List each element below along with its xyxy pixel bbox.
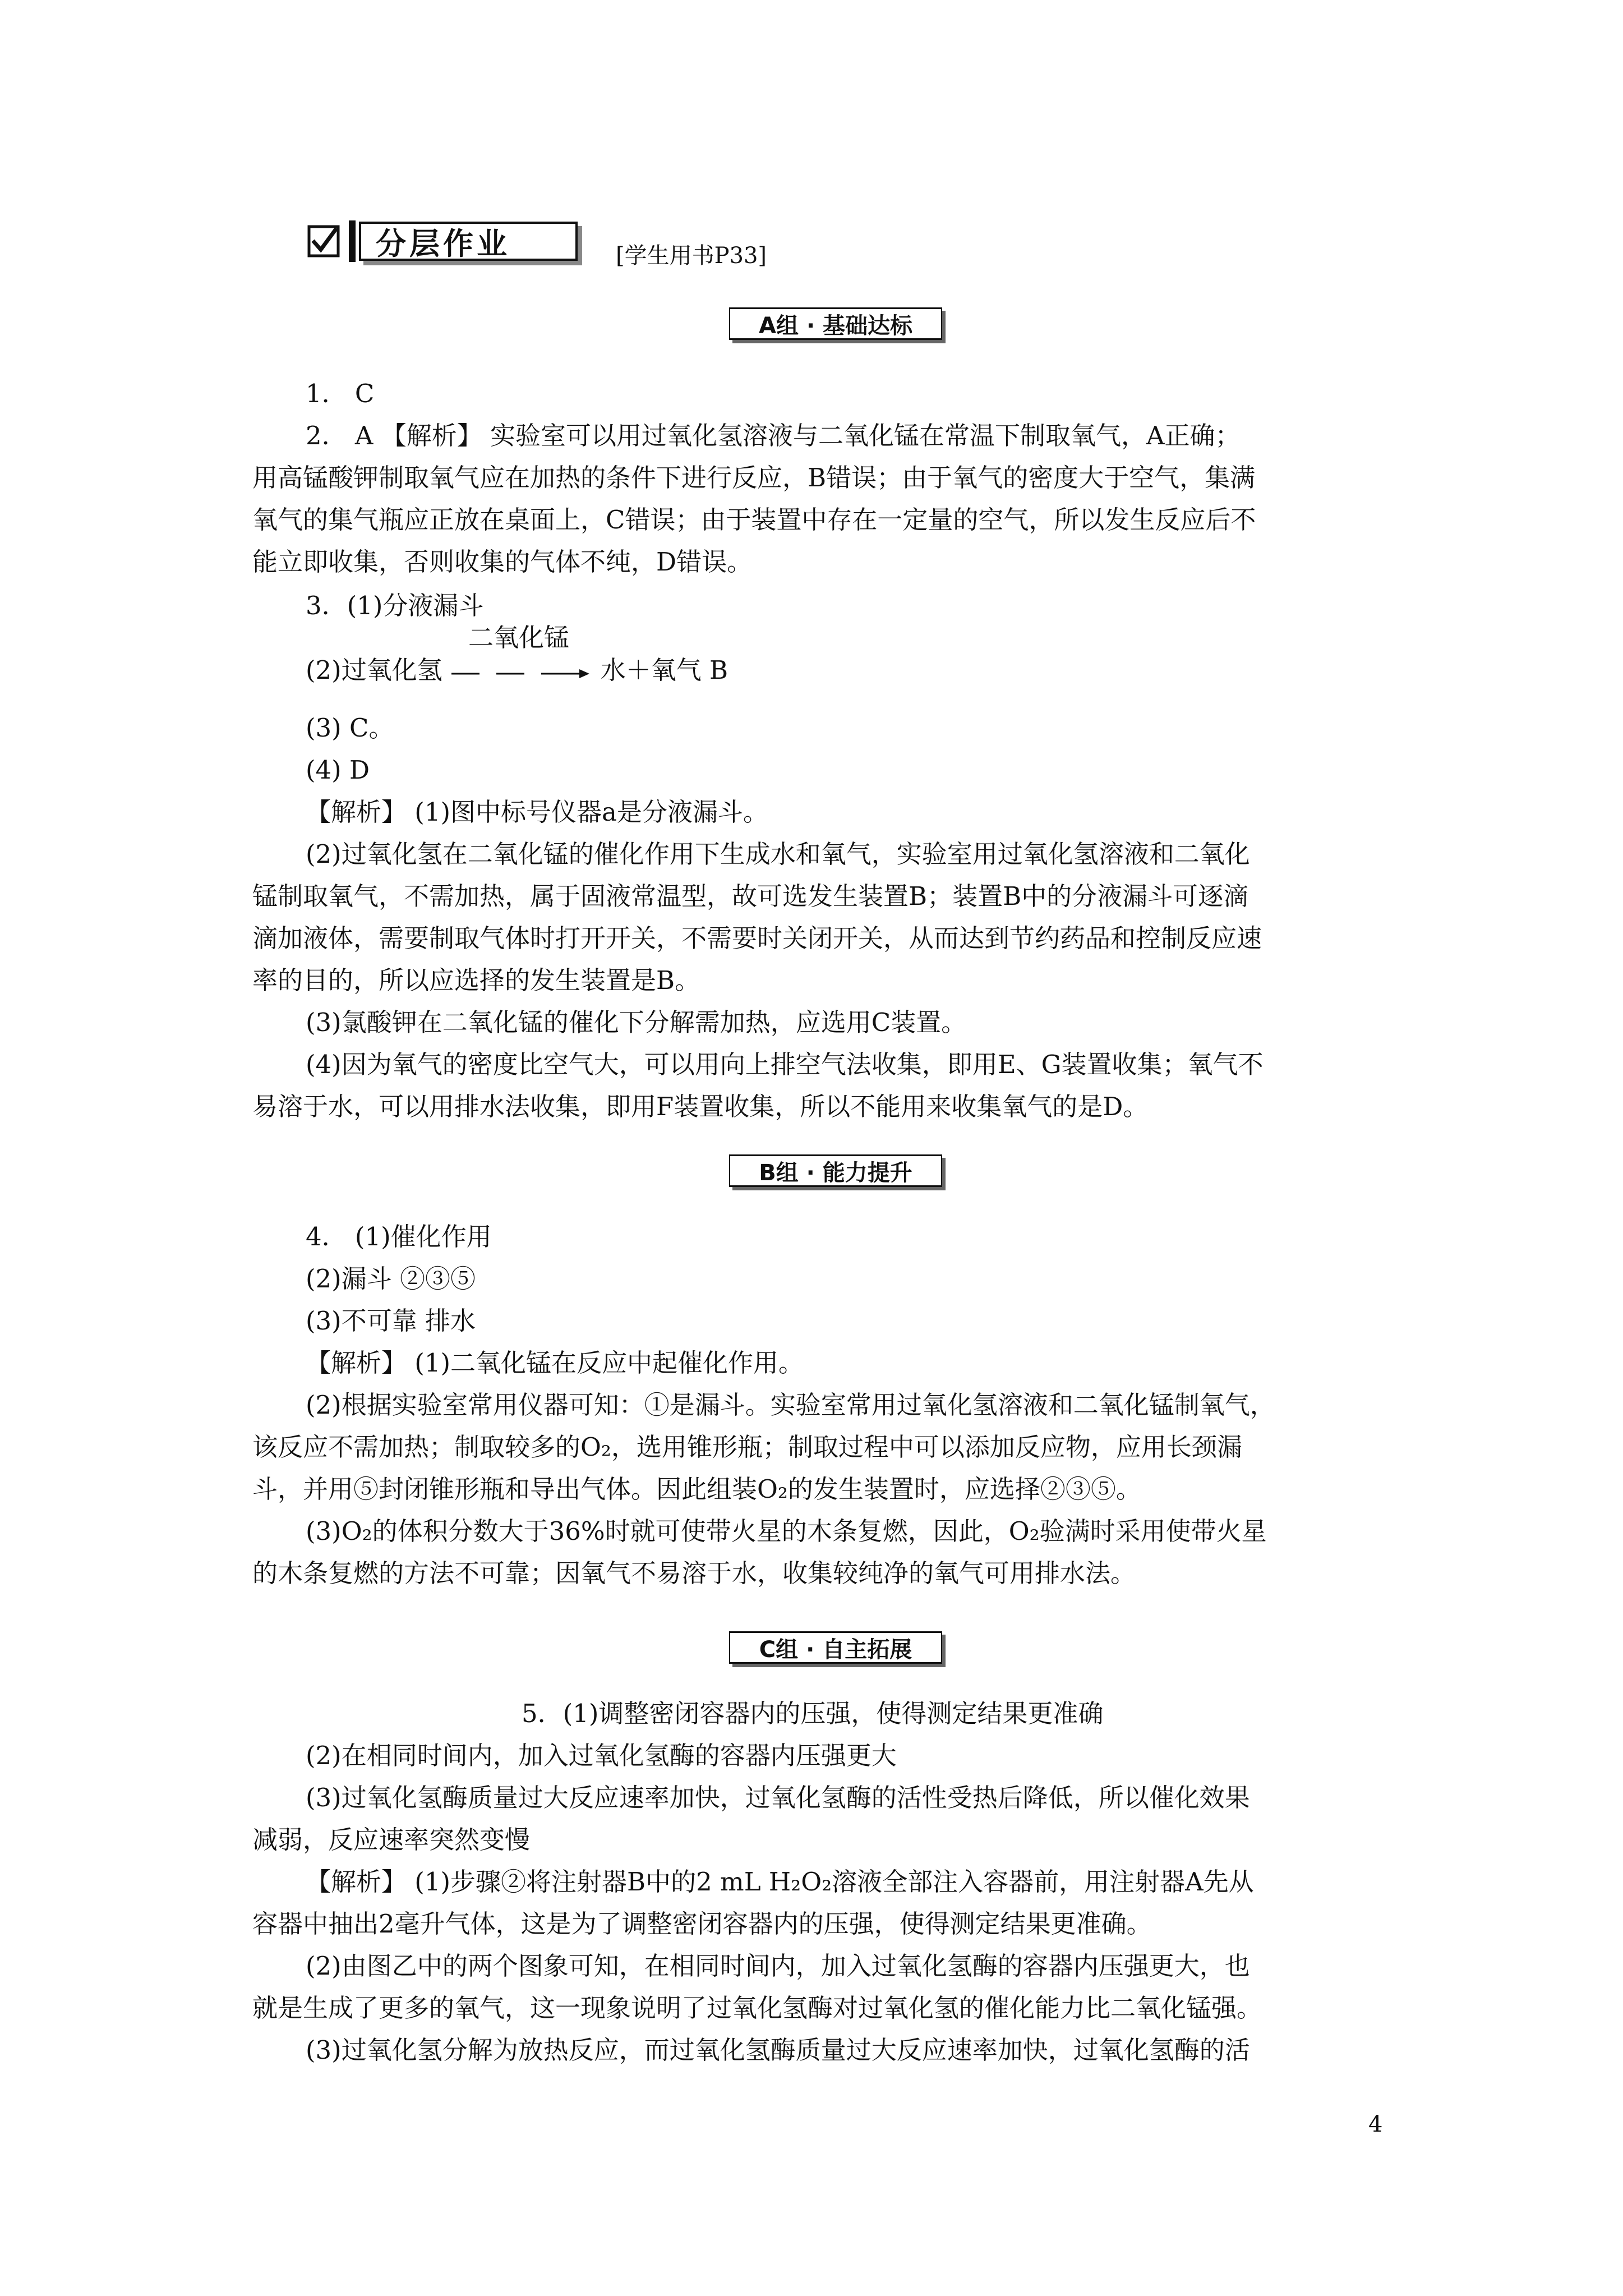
answer-line: 3．(1)分液漏斗	[306, 591, 484, 620]
answer-line: 1． C	[306, 379, 375, 408]
answer-line: 锰制取氧气，不需加热，属于固液常温型，故可选发生装置B；装置B中的分液漏斗可逐滴	[252, 881, 1249, 911]
group-b-heading: B组 · 能力提升	[729, 1154, 942, 1187]
answer-line: (4) D	[306, 755, 370, 785]
reaction-arrow-icon	[446, 661, 597, 684]
answer-line: (2)根据实验室常用仪器可知：①是漏斗。实验室常用过氧化氢溶液和二氧化锰制氧气，	[306, 1390, 1275, 1420]
book-reference: [学生用书P33]	[616, 243, 767, 269]
answer-line: (4)因为氧气的密度比空气大，可以用向上排空气法收集，即用E、G装置收集；氧气不	[306, 1050, 1264, 1079]
answer-line: 能立即收集，否则收集的气体不纯，D错误。	[252, 547, 753, 577]
section-header	[307, 216, 578, 266]
answer-line: 【解析】 (1)二氧化锰在反应中起催化作用。	[306, 1348, 804, 1378]
answer-line: 易溶于水，可以用排水法收集，即用F装置收集，所以不能用来收集氧气的是D。	[252, 1092, 1149, 1121]
answer-line: 滴加液体，需要制取气体时打开开关，不需要时关闭开关，从而达到节约药品和控制反应速	[252, 923, 1262, 953]
group-c-heading: C组 · 自主拓展	[729, 1631, 942, 1664]
answer-line: 斗，并用⑤封闭锥形瓶和导出气体。因此组装O₂的发生装置时，应选择②③⑤。	[252, 1474, 1141, 1504]
answer-line: (2)漏斗 ②③⑤	[306, 1264, 476, 1294]
answer-line: 4． (1)催化作用	[306, 1222, 492, 1251]
answer-line: (2)由图乙中的两个图象可知，在相同时间内，加入过氧化氢酶的容器内压强更大，也	[306, 1951, 1250, 1981]
answer-line: 【解析】 (1)图中标号仪器a是分液漏斗。	[306, 797, 768, 827]
answer-line: (3) C。	[306, 713, 394, 743]
reaction-equation	[306, 623, 728, 686]
answer-line: 【解析】 (1)步骤②将注射器B中的2 mL H₂O₂溶液全部注入容器前，用注射器A先从	[306, 1867, 1254, 1897]
page-number: 4	[1368, 2111, 1383, 2137]
reactant: (2)过氧化氢	[306, 655, 442, 685]
answer-line: 用高锰酸钾制取氧气应在加热的条件下进行反应，B错误；由于氧气的密度大于空气，集满	[252, 463, 1256, 493]
products: 水＋氧气 B	[600, 655, 728, 685]
reaction-condition: 二氧化锰	[468, 623, 570, 652]
answer-line: 就是生成了更多的氧气，这一现象说明了过氧化氢酶对过氧化氢的催化能力比二氧化锰强。	[252, 1993, 1262, 2023]
answer-line: (2)过氧化氢在二氧化锰的催化作用下生成水和氧气，实验室用过氧化氢溶液和二氧化	[306, 839, 1250, 869]
section-title: 分层作业	[359, 222, 578, 261]
answer-line: 氧气的集气瓶应正放在桌面上，C错误；由于装置中存在一定量的空气，所以发生反应后不	[252, 505, 1256, 535]
answer-line: 容器中抽出2毫升气体，这是为了调整密闭容器内的压强，使得测定结果更准确。	[252, 1909, 1152, 1939]
answer-line: (3)过氧化氢分解为放热反应，而过氧化氢酶质量过大反应速率加快，过氧化氢酶的活	[306, 2035, 1250, 2065]
answer-line: (3)不可靠 排水	[306, 1306, 476, 1336]
answer-line: (2)在相同时间内，加入过氧化氢酶的容器内压强更大	[306, 1741, 897, 1770]
answer-line: 减弱，反应速率突然变慢	[252, 1825, 531, 1855]
answer-line: 5．(1)调整密闭容器内的压强，使得测定结果更准确	[522, 1699, 1104, 1728]
answer-line: (3)过氧化氢酶质量过大反应速率加快，过氧化氢酶的活性受热后降低，所以催化效果	[306, 1783, 1250, 1812]
answer-line: 的木条复燃的方法不可靠；因氧气不易溶于水，收集较纯净的氧气可用排水法。	[252, 1558, 1136, 1588]
header-bar	[349, 220, 356, 262]
answer-line: (3)O₂的体积分数大于36%时就可使带火星的木条复燃，因此，O₂验满时采用使带火星	[306, 1516, 1267, 1546]
group-a-heading: A组 · 基础达标	[729, 307, 942, 340]
answer-line: (3)氯酸钾在二氧化锰的催化下分解需加热，应选用C装置。	[306, 1007, 967, 1037]
answer-line: 2． A 【解析】 实验室可以用过氧化氢溶液与二氧化锰在常温下制取氧气，A正确；	[306, 421, 1241, 450]
answer-line: 率的目的，所以应选择的发生装置是B。	[252, 965, 700, 995]
answer-line: 该反应不需加热；制取较多的O₂，选用锥形瓶；制取过程中可以添加反应物，应用长颈漏	[252, 1432, 1242, 1462]
checkbox-checked-icon	[307, 225, 340, 257]
